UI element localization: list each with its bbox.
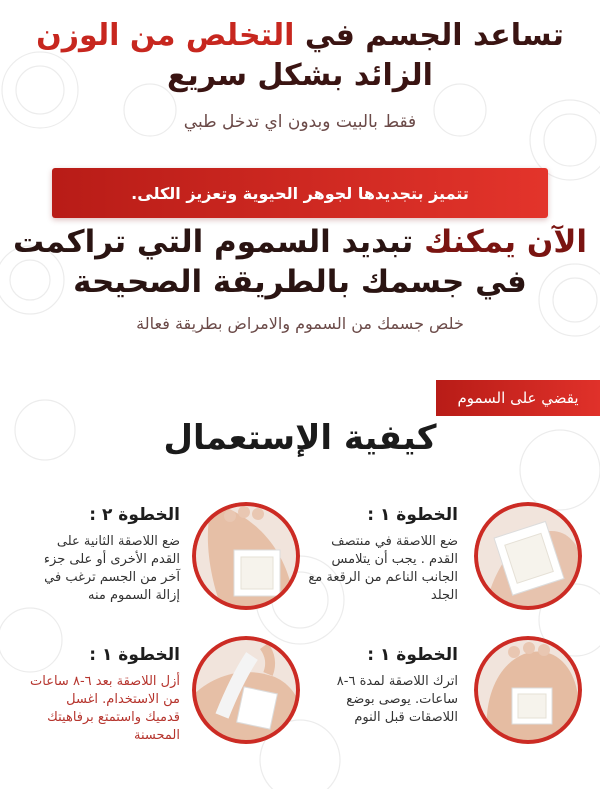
step-2-title: الخطوة ٢ : bbox=[89, 505, 180, 525]
detox-tag-banner: يقضي على السموم bbox=[436, 380, 600, 416]
foot-patch-on-icon bbox=[474, 636, 582, 744]
headline-accent: التخلص من الوزن bbox=[36, 18, 295, 53]
step-1-title: الخطوة ١ : bbox=[367, 505, 458, 525]
feature-banner: تتميز بتجديدها لجوهر الحيوية وتعزيز الكلى. bbox=[52, 168, 548, 218]
step-2-text: ضع اللاصقة الثانية على القدم الأخرى أو على جزء آخر من الجسم ترغب في إزالة السموم منه bbox=[43, 534, 180, 603]
step-4-text: أزل اللاصقة بعد ٦-٨ ساعات من الاستخدام. اغسل قدميك واستمتع برفاهيتك المحسنة bbox=[30, 674, 180, 743]
secondary-headline-rest: تبديد السموم التي تراكمت bbox=[12, 224, 425, 260]
step-4-title: الخطوة ١ : bbox=[89, 645, 180, 665]
secondary-subtitle: خلص جسمك من السموم والامراض بطريقة فعالة bbox=[136, 314, 464, 333]
step-1-text: ضع اللاصقة في منتصف القدم . يجب أن يتلامس الجانب الناعم من الرقعة مع الجلد bbox=[308, 534, 458, 603]
foot-patch-second-icon bbox=[192, 502, 300, 610]
secondary-headline-line-2: في جسمك بالطريقة الصحيحة bbox=[73, 264, 527, 300]
secondary-headline-line-1 bbox=[6, 222, 594, 262]
secondary-headline bbox=[6, 222, 594, 302]
step-3-text: اترك اللاصقة لمدة ٦-٨ ساعات. يوصى بوضع اللاصقات قبل النوم bbox=[336, 674, 458, 725]
headline-line-2: الزائد بشكل سريع bbox=[167, 58, 433, 93]
foot-patch-removal-icon bbox=[192, 636, 300, 744]
foot-patch-placing-icon bbox=[474, 502, 582, 610]
how-to-use-title: كيفية الإستعمال bbox=[163, 418, 437, 458]
headline-line-1 bbox=[10, 16, 590, 56]
headline-subtitle: فقط بالبيت وبدون اي تدخل طبي bbox=[183, 112, 417, 132]
secondary-headline-accent: الآن يمكنك bbox=[424, 224, 588, 260]
headline-line-1-text: تساعد الجسم في bbox=[294, 18, 564, 53]
step-3-title: الخطوة ١ : bbox=[367, 645, 458, 665]
main-headline bbox=[10, 16, 590, 96]
